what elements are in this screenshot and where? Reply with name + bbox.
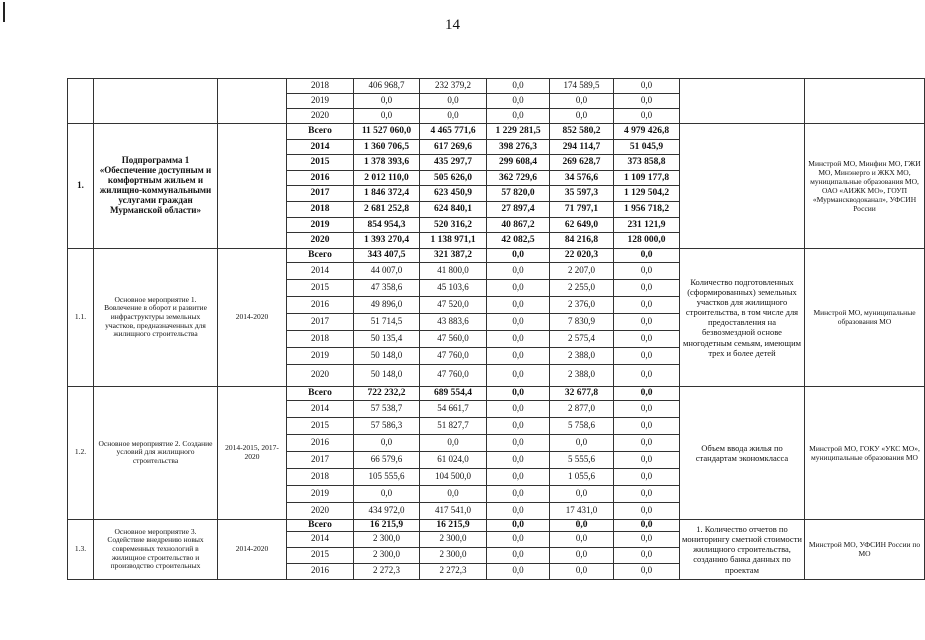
cell-year: 2016	[287, 296, 354, 313]
cell-total: 50 148,0	[354, 364, 420, 386]
cell-fed: 417 541,0	[420, 502, 487, 519]
cell-total: 406 968,7	[354, 79, 420, 94]
cell-total: 0,0	[354, 109, 420, 124]
cell-fed: 2 300,0	[420, 531, 487, 547]
cell-c5: 1 109 177,8	[614, 170, 680, 186]
cell-c5: 231 121,9	[614, 217, 680, 233]
program-number: 1.	[68, 124, 94, 249]
cell-c5: 0,0	[614, 94, 680, 109]
cell-c3: 0,0	[487, 451, 550, 468]
cell-total: 0,0	[354, 94, 420, 109]
cell-c4: 2 575,4	[550, 330, 614, 347]
cell-c3: 0,0	[487, 547, 550, 563]
cell-year: 2020	[287, 502, 354, 519]
cell-fed: 51 827,7	[420, 417, 487, 434]
cell-c3: 0,0	[487, 94, 550, 109]
cell-c5: 0,0	[614, 417, 680, 434]
measure-number: 1.1.	[68, 248, 94, 386]
cell-c5: 1 956 718,2	[614, 201, 680, 217]
cell-fed: 232 379,2	[420, 79, 487, 94]
cell-year: 2015	[287, 417, 354, 434]
cell-total: 105 555,6	[354, 468, 420, 485]
cell-year: 2018	[287, 79, 354, 94]
cell-fed: 0,0	[420, 434, 487, 451]
cell-total: 66 579,6	[354, 451, 420, 468]
cell-year: 2019	[287, 485, 354, 502]
cell-c3: 0,0	[487, 519, 550, 531]
cell-year: 2019	[287, 94, 354, 109]
cell-c4: 2 388,0	[550, 364, 614, 386]
cell-c4: 22 020,3	[550, 248, 614, 262]
program-executors: Минстрой МО, Минфин МО, ГЖИ МО, Минэнерго и ЖКХ МО, муниципальные образования МО, ОАО «АИЖК МО», ГОУП «Мурманскводоканал», УФСИН России	[805, 124, 925, 249]
cell-c5: 0,0	[614, 262, 680, 279]
cell-year: 2018	[287, 468, 354, 485]
measure-executors: Минстрой МО, муниципальные образования МО	[805, 248, 925, 386]
cell-year: 2017	[287, 451, 354, 468]
cell-total: 854 954,3	[354, 217, 420, 233]
cell-year: Всего	[287, 248, 354, 262]
cell-c5: 0,0	[614, 519, 680, 531]
cell-c4: 2 388,0	[550, 347, 614, 364]
cell-total: 343 407,5	[354, 248, 420, 262]
cell-c5: 0,0	[614, 347, 680, 364]
cell-fed: 617 269,6	[420, 139, 487, 155]
cell-year: 2014	[287, 531, 354, 547]
cell-c4: 0,0	[550, 531, 614, 547]
cell-year: 2016	[287, 563, 354, 579]
cell-c3: 0,0	[487, 485, 550, 502]
cell-c4: 32 677,8	[550, 386, 614, 400]
cell-total: 434 972,0	[354, 502, 420, 519]
cell-total: 49 896,0	[354, 296, 420, 313]
table-row	[68, 386, 925, 400]
cell-c3: 0,0	[487, 330, 550, 347]
cell-c4: 84 216,8	[550, 233, 614, 249]
cell-year: 2016	[287, 170, 354, 186]
cell-c5: 0,0	[614, 313, 680, 330]
cell-fed: 505 626,0	[420, 170, 487, 186]
cell-c5: 0,0	[614, 468, 680, 485]
cell-fed: 104 500,0	[420, 468, 487, 485]
cell-c4: 269 628,7	[550, 155, 614, 171]
cell-year: Всего	[287, 124, 354, 140]
cell-fed: 0,0	[420, 109, 487, 124]
cell-c4: 174 589,5	[550, 79, 614, 94]
cell-c5: 0,0	[614, 109, 680, 124]
cell-year: 2015	[287, 279, 354, 296]
cell-c5: 0,0	[614, 547, 680, 563]
cell-total: 2 300,0	[354, 531, 420, 547]
cell-c5: 0,0	[614, 531, 680, 547]
cell-fed: 2 272,3	[420, 563, 487, 579]
cell-total: 0,0	[354, 434, 420, 451]
cell-c5: 0,0	[614, 79, 680, 94]
cell-total: 2 300,0	[354, 547, 420, 563]
cell-year: 2014	[287, 400, 354, 417]
cell-c3: 0,0	[487, 417, 550, 434]
cell-fed: 61 024,0	[420, 451, 487, 468]
cont-executor-cell	[805, 79, 925, 124]
cell-c3: 1 229 281,5	[487, 124, 550, 140]
cell-fed: 321 387,2	[420, 248, 487, 262]
table-row	[68, 248, 925, 262]
cell-c4: 62 649,0	[550, 217, 614, 233]
cell-year: 2015	[287, 155, 354, 171]
cell-c4: 294 114,7	[550, 139, 614, 155]
table-row	[68, 519, 925, 531]
cell-c5: 0,0	[614, 330, 680, 347]
cell-fed: 45 103,6	[420, 279, 487, 296]
measure-period: 2014-2015, 2017-2020	[218, 386, 287, 519]
cell-c5: 0,0	[614, 502, 680, 519]
cell-c5: 0,0	[614, 434, 680, 451]
cell-c4: 5 555,6	[550, 451, 614, 468]
cell-c5: 0,0	[614, 451, 680, 468]
cell-total: 44 007,0	[354, 262, 420, 279]
cell-fed: 43 883,6	[420, 313, 487, 330]
measure-period: 2014-2020	[218, 248, 287, 386]
cell-c5: 0,0	[614, 386, 680, 400]
cell-total: 16 215,9	[354, 519, 420, 531]
cell-c5: 0,0	[614, 485, 680, 502]
cell-c3: 0,0	[487, 386, 550, 400]
cell-c5: 128 000,0	[614, 233, 680, 249]
measure-name: Основное мероприятие 2. Создание условий для жилищного строительства	[94, 386, 218, 519]
cell-fed: 47 760,0	[420, 364, 487, 386]
cell-fed: 623 450,9	[420, 186, 487, 202]
cell-c4: 5 758,6	[550, 417, 614, 434]
cell-c3: 0,0	[487, 400, 550, 417]
cell-total: 1 393 270,4	[354, 233, 420, 249]
cell-fed: 520 316,2	[420, 217, 487, 233]
measure-indicator: Объем ввода жилья по стандартам экономкласса	[680, 386, 805, 519]
cell-total: 1 360 706,5	[354, 139, 420, 155]
cell-c3: 0,0	[487, 109, 550, 124]
cell-c5: 4 979 426,8	[614, 124, 680, 140]
cell-total: 2 272,3	[354, 563, 420, 579]
cell-total: 1 378 393,6	[354, 155, 420, 171]
cell-total: 51 714,5	[354, 313, 420, 330]
cell-year: Всего	[287, 386, 354, 400]
cell-year: 2015	[287, 547, 354, 563]
cell-c5: 1 129 504,2	[614, 186, 680, 202]
cell-c4: 17 431,0	[550, 502, 614, 519]
cell-c3: 0,0	[487, 279, 550, 296]
cell-fed: 47 560,0	[420, 330, 487, 347]
cell-c5: 0,0	[614, 400, 680, 417]
cell-c4: 852 580,2	[550, 124, 614, 140]
cell-c5: 373 858,8	[614, 155, 680, 171]
cell-c4: 0,0	[550, 109, 614, 124]
cell-year: 2020	[287, 233, 354, 249]
cell-fed: 47 760,0	[420, 347, 487, 364]
cell-total: 50 135,4	[354, 330, 420, 347]
cell-c3: 299 608,4	[487, 155, 550, 171]
cell-c4: 2 255,0	[550, 279, 614, 296]
cell-c4: 0,0	[550, 94, 614, 109]
table-row	[68, 79, 925, 94]
cell-year: 2017	[287, 313, 354, 330]
cell-year: 2016	[287, 434, 354, 451]
cell-total: 2 681 252,8	[354, 201, 420, 217]
measure-number: 1.3.	[68, 519, 94, 579]
cell-fed: 47 520,0	[420, 296, 487, 313]
cell-total: 0,0	[354, 485, 420, 502]
page-number: 14	[445, 17, 460, 33]
cell-c4: 2 877,0	[550, 400, 614, 417]
cell-c3: 0,0	[487, 347, 550, 364]
cell-c5: 51 045,9	[614, 139, 680, 155]
cell-c3: 0,0	[487, 262, 550, 279]
cell-c5: 0,0	[614, 248, 680, 262]
cell-c4: 1 055,6	[550, 468, 614, 485]
cell-fed: 41 800,0	[420, 262, 487, 279]
cont-number-cell	[68, 79, 94, 124]
cell-total: 2 012 110,0	[354, 170, 420, 186]
cell-c4: 2 376,0	[550, 296, 614, 313]
cell-fed: 4 465 771,6	[420, 124, 487, 140]
table-row	[68, 124, 925, 140]
measure-indicator: Количество подготовленных (сформированных) земельных участков для жилищного строительства, в том числе для предоставления на безвозмездной основе многодетным семьям, имеющим трех и более детей	[680, 248, 805, 386]
cell-c4: 0,0	[550, 485, 614, 502]
cell-c5: 0,0	[614, 563, 680, 579]
cell-c3: 0,0	[487, 364, 550, 386]
cont-period-cell	[218, 79, 287, 124]
cell-year: 2020	[287, 109, 354, 124]
cell-c5: 0,0	[614, 279, 680, 296]
cell-c3: 0,0	[487, 434, 550, 451]
cell-c3: 40 867,2	[487, 217, 550, 233]
cell-fed: 624 840,1	[420, 201, 487, 217]
cell-c4: 0,0	[550, 547, 614, 563]
cell-total: 57 586,3	[354, 417, 420, 434]
measure-number: 1.2.	[68, 386, 94, 519]
program-indicator	[680, 124, 805, 249]
cell-c4: 0,0	[550, 434, 614, 451]
cell-fed: 2 300,0	[420, 547, 487, 563]
cont-name-cell	[94, 79, 218, 124]
cell-c3: 0,0	[487, 296, 550, 313]
cell-fed: 1 138 971,1	[420, 233, 487, 249]
measure-indicator: 1. Количество отчетов по мониторингу сметной стоимости жилищного строительства, созданию банка данных по проектам	[680, 519, 805, 579]
cell-c3: 398 276,3	[487, 139, 550, 155]
cell-total: 57 538,7	[354, 400, 420, 417]
cell-c4: 35 597,3	[550, 186, 614, 202]
cell-c3: 0,0	[487, 531, 550, 547]
cell-c3: 0,0	[487, 313, 550, 330]
program-period	[218, 124, 287, 249]
cont-indicator-cell	[680, 79, 805, 124]
cell-total: 722 232,2	[354, 386, 420, 400]
cell-year: 2019	[287, 347, 354, 364]
cell-c3: 0,0	[487, 563, 550, 579]
cell-fed: 54 661,7	[420, 400, 487, 417]
cell-year: 2017	[287, 186, 354, 202]
cell-c4: 0,0	[550, 519, 614, 531]
cell-fed: 0,0	[420, 485, 487, 502]
cell-c3: 57 820,0	[487, 186, 550, 202]
cell-total: 47 358,6	[354, 279, 420, 296]
cell-year: 2020	[287, 364, 354, 386]
cell-c4: 34 576,6	[550, 170, 614, 186]
cell-fed: 435 297,7	[420, 155, 487, 171]
cell-c5: 0,0	[614, 364, 680, 386]
cell-c3: 42 082,5	[487, 233, 550, 249]
measure-name: Основное мероприятие 3. Содействие внедрению новых современных технологий в жилищное строительство и производство строительных	[94, 519, 218, 579]
cell-total: 11 527 060,0	[354, 124, 420, 140]
program-name: Подпрограмма 1 «Обеспечение доступным и комфортным жильем и жилищно-коммунальными услугами граждан Мурманской области»	[94, 124, 218, 249]
cell-c3: 0,0	[487, 468, 550, 485]
cell-c4: 2 207,0	[550, 262, 614, 279]
cell-total: 50 148,0	[354, 347, 420, 364]
measure-period: 2014-2020	[218, 519, 287, 579]
cell-year: 2014	[287, 139, 354, 155]
cell-c3: 27 897,4	[487, 201, 550, 217]
measure-executors: Минстрой МО, ГОКУ «УКС МО», муниципальные образования МО	[805, 386, 925, 519]
cell-year: 2019	[287, 217, 354, 233]
cell-c4: 71 797,1	[550, 201, 614, 217]
measure-executors: Минстрой МО, УФСИН России по МО	[805, 519, 925, 579]
cell-c4: 0,0	[550, 563, 614, 579]
cell-c5: 0,0	[614, 296, 680, 313]
cell-year: 2018	[287, 201, 354, 217]
cell-fed: 0,0	[420, 94, 487, 109]
cell-year: 2018	[287, 330, 354, 347]
cell-c3: 0,0	[487, 248, 550, 262]
funding-table	[67, 78, 925, 580]
cell-fed: 16 215,9	[420, 519, 487, 531]
measure-name: Основное мероприятие 1. Вовлечение в оборот и развитие инфраструктуры земельных участков, предназначенных для жилищного строительства	[94, 248, 218, 386]
cell-year: Всего	[287, 519, 354, 531]
cell-c3: 0,0	[487, 502, 550, 519]
cell-total: 1 846 372,4	[354, 186, 420, 202]
cell-c3: 362 729,6	[487, 170, 550, 186]
cell-c4: 7 830,9	[550, 313, 614, 330]
cell-year: 2014	[287, 262, 354, 279]
cell-fed: 689 554,4	[420, 386, 487, 400]
cell-c3: 0,0	[487, 79, 550, 94]
